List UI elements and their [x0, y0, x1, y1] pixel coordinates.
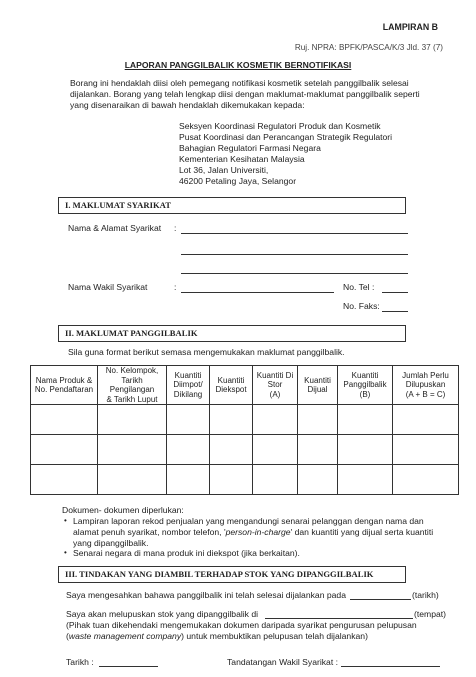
completion-statement: Saya mengesahkan bahawa panggilbalik ini telah selesai dijalankan pada [66, 590, 346, 600]
table-cell[interactable] [338, 435, 393, 465]
address-line: Seksyen Koordinasi Regulatori Produk dan Kosmetik [179, 121, 381, 131]
signature-field[interactable] [341, 666, 440, 667]
address-line: Lot 36, Jalan Universiti, [179, 165, 269, 175]
address-block [179, 121, 392, 187]
section-1-title: I. MAKLUMAT SYARIKAT [65, 200, 171, 210]
table-cell[interactable] [210, 465, 253, 495]
intro-paragraph [70, 78, 420, 111]
address-line: 46200 Petaling Jaya, Selangor [179, 176, 297, 186]
intro-line: Borang ini hendaklah diisi oleh pemegang notifikasi kosmetik setelah panggilbalik selesai [70, 78, 409, 88]
telephone-label: No. Tel : [343, 282, 375, 292]
reference-number: Ruj. NPRA: BPFK/PASCA/K/3 Jld. 37 (7) [294, 43, 443, 52]
table-row [31, 405, 459, 435]
column-header-quantity-in-store: Kuantiti Di Stor (A) [253, 366, 298, 405]
completion-date-field[interactable] [350, 599, 411, 600]
table-cell[interactable] [338, 405, 393, 435]
company-name-address-field-line-3[interactable] [181, 273, 408, 274]
address-line: Kementerian Kesihatan Malaysia [179, 154, 305, 164]
table-cell[interactable] [338, 465, 393, 495]
intro-line: dijalankan. Borang yang telah lengkap diisi dengan maklumat-maklumat panggilbalik seperti [70, 89, 420, 99]
column-header-quantity-recalled: Kuantiti Panggilbalik (B) [338, 366, 393, 405]
colon: : [174, 282, 177, 292]
documents-heading: Dokumen- dokumen diperlukan: [62, 505, 184, 515]
company-name-address-label: Nama & Alamat Syarikat [68, 223, 162, 233]
place-suffix: (tempat) [414, 609, 446, 619]
fax-field[interactable] [382, 311, 408, 312]
table-cell[interactable] [393, 435, 459, 465]
table-cell[interactable] [298, 405, 338, 435]
document-item: Senarai negara di mana produk ini diekspot (jika berkaitan). [73, 548, 300, 558]
date-suffix: (tarikh) [412, 590, 439, 600]
table-cell[interactable] [167, 405, 210, 435]
date-label: Tarikh : [66, 657, 94, 667]
table-cell[interactable] [31, 465, 98, 495]
table-cell[interactable] [393, 465, 459, 495]
page-title: LAPORAN PANGGILBALIK KOSMETIK BERNOTIFIKASI [124, 60, 352, 70]
column-header-total-to-dispose: Jumlah Perlu Dilupuskan (A + B = C) [393, 366, 459, 405]
table-cell[interactable] [253, 465, 298, 495]
table-cell[interactable] [98, 465, 167, 495]
column-header-quantity-sold: Kuantiti Dijual [298, 366, 338, 405]
table-cell[interactable] [167, 435, 210, 465]
disposal-statement: Saya akan melupuskan stok yang dipanggilbalik di [66, 609, 259, 619]
table-cell[interactable] [210, 405, 253, 435]
document-item [73, 516, 433, 549]
address-line: Pusat Koordinasi dan Perancangan Strategik Regulatori [179, 132, 393, 142]
section-2-title: II. MAKLUMAT PANGGILBALIK [65, 328, 198, 338]
signature-label: Tandatangan Wakil Syarikat : [227, 657, 338, 667]
format-instruction: Sila guna format berikut semasa mengemukakan maklumat panggilbalik. [68, 347, 345, 357]
disposal-place-field[interactable] [265, 618, 413, 619]
representative-name-label: Nama Wakil Syarikat [68, 282, 148, 292]
intro-line: yang disenaraikan di bawah hendaklah dikemukakan kepada: [70, 100, 305, 110]
table-row [31, 465, 459, 495]
disposal-note [66, 620, 417, 642]
document-item-line: yang dipanggilbalik. [73, 538, 149, 548]
table-cell[interactable] [210, 435, 253, 465]
table-cell[interactable] [253, 435, 298, 465]
representative-name-field[interactable] [181, 292, 334, 293]
document-item-line: alamat penuh syarikat, nombor telefon, 'person-in-charge' dan kuantiti yang dijual serta kuantiti [73, 527, 434, 537]
section-2-header [58, 325, 406, 342]
company-name-address-field-line-2[interactable] [181, 254, 408, 255]
table-header-row [31, 366, 459, 405]
appendix-label: LAMPIRAN B [382, 22, 438, 32]
table-cell[interactable] [31, 435, 98, 465]
address-line: Bahagian Regulatori Farmasi Negara [179, 143, 321, 153]
table-cell[interactable] [298, 435, 338, 465]
fax-label: No. Faks: [343, 301, 380, 311]
section-1-header [58, 197, 406, 214]
table-cell[interactable] [393, 405, 459, 435]
table-cell[interactable] [98, 405, 167, 435]
column-header-quantity-imported: Kuantiti Diimpot/ Dikilang [167, 366, 210, 405]
document-item-line: Lampiran laporan rekod penjualan yang mengandungi senarai pelanggan dengan nama dan [73, 516, 424, 526]
table-cell[interactable] [98, 435, 167, 465]
note-line: (Pihak tuan dikehendaki mengemukakan dokumen daripada syarikat pengurusan pelupusan [66, 620, 417, 630]
column-header-quantity-exported: Kuantiti Diekspot [210, 366, 253, 405]
company-name-address-field-line-1[interactable] [181, 233, 408, 234]
column-header-batch-number: No. Kelompok, Tarikh Pengilangan & Tarikh Luput [98, 366, 167, 405]
telephone-field[interactable] [382, 292, 408, 293]
table-cell[interactable] [167, 465, 210, 495]
table-cell[interactable] [31, 405, 98, 435]
column-header-product-name: Nama Produk & No. Pendaftaran [31, 366, 98, 405]
recall-info-table [30, 365, 459, 495]
note-line: (waste management company) untuk membuktikan pelupusan telah dijalankan) [66, 631, 368, 641]
table-row [31, 435, 459, 465]
date-field[interactable] [99, 666, 158, 667]
section-3-header [58, 566, 406, 583]
bullet-icon: • [64, 548, 67, 557]
table-cell[interactable] [298, 465, 338, 495]
bullet-icon: • [64, 516, 67, 525]
colon: : [174, 223, 177, 233]
section-3-title: III. TINDAKAN YANG DIAMBIL TERHADAP STOK YANG DIPANGGILBALIK [65, 569, 374, 579]
table-cell[interactable] [253, 405, 298, 435]
